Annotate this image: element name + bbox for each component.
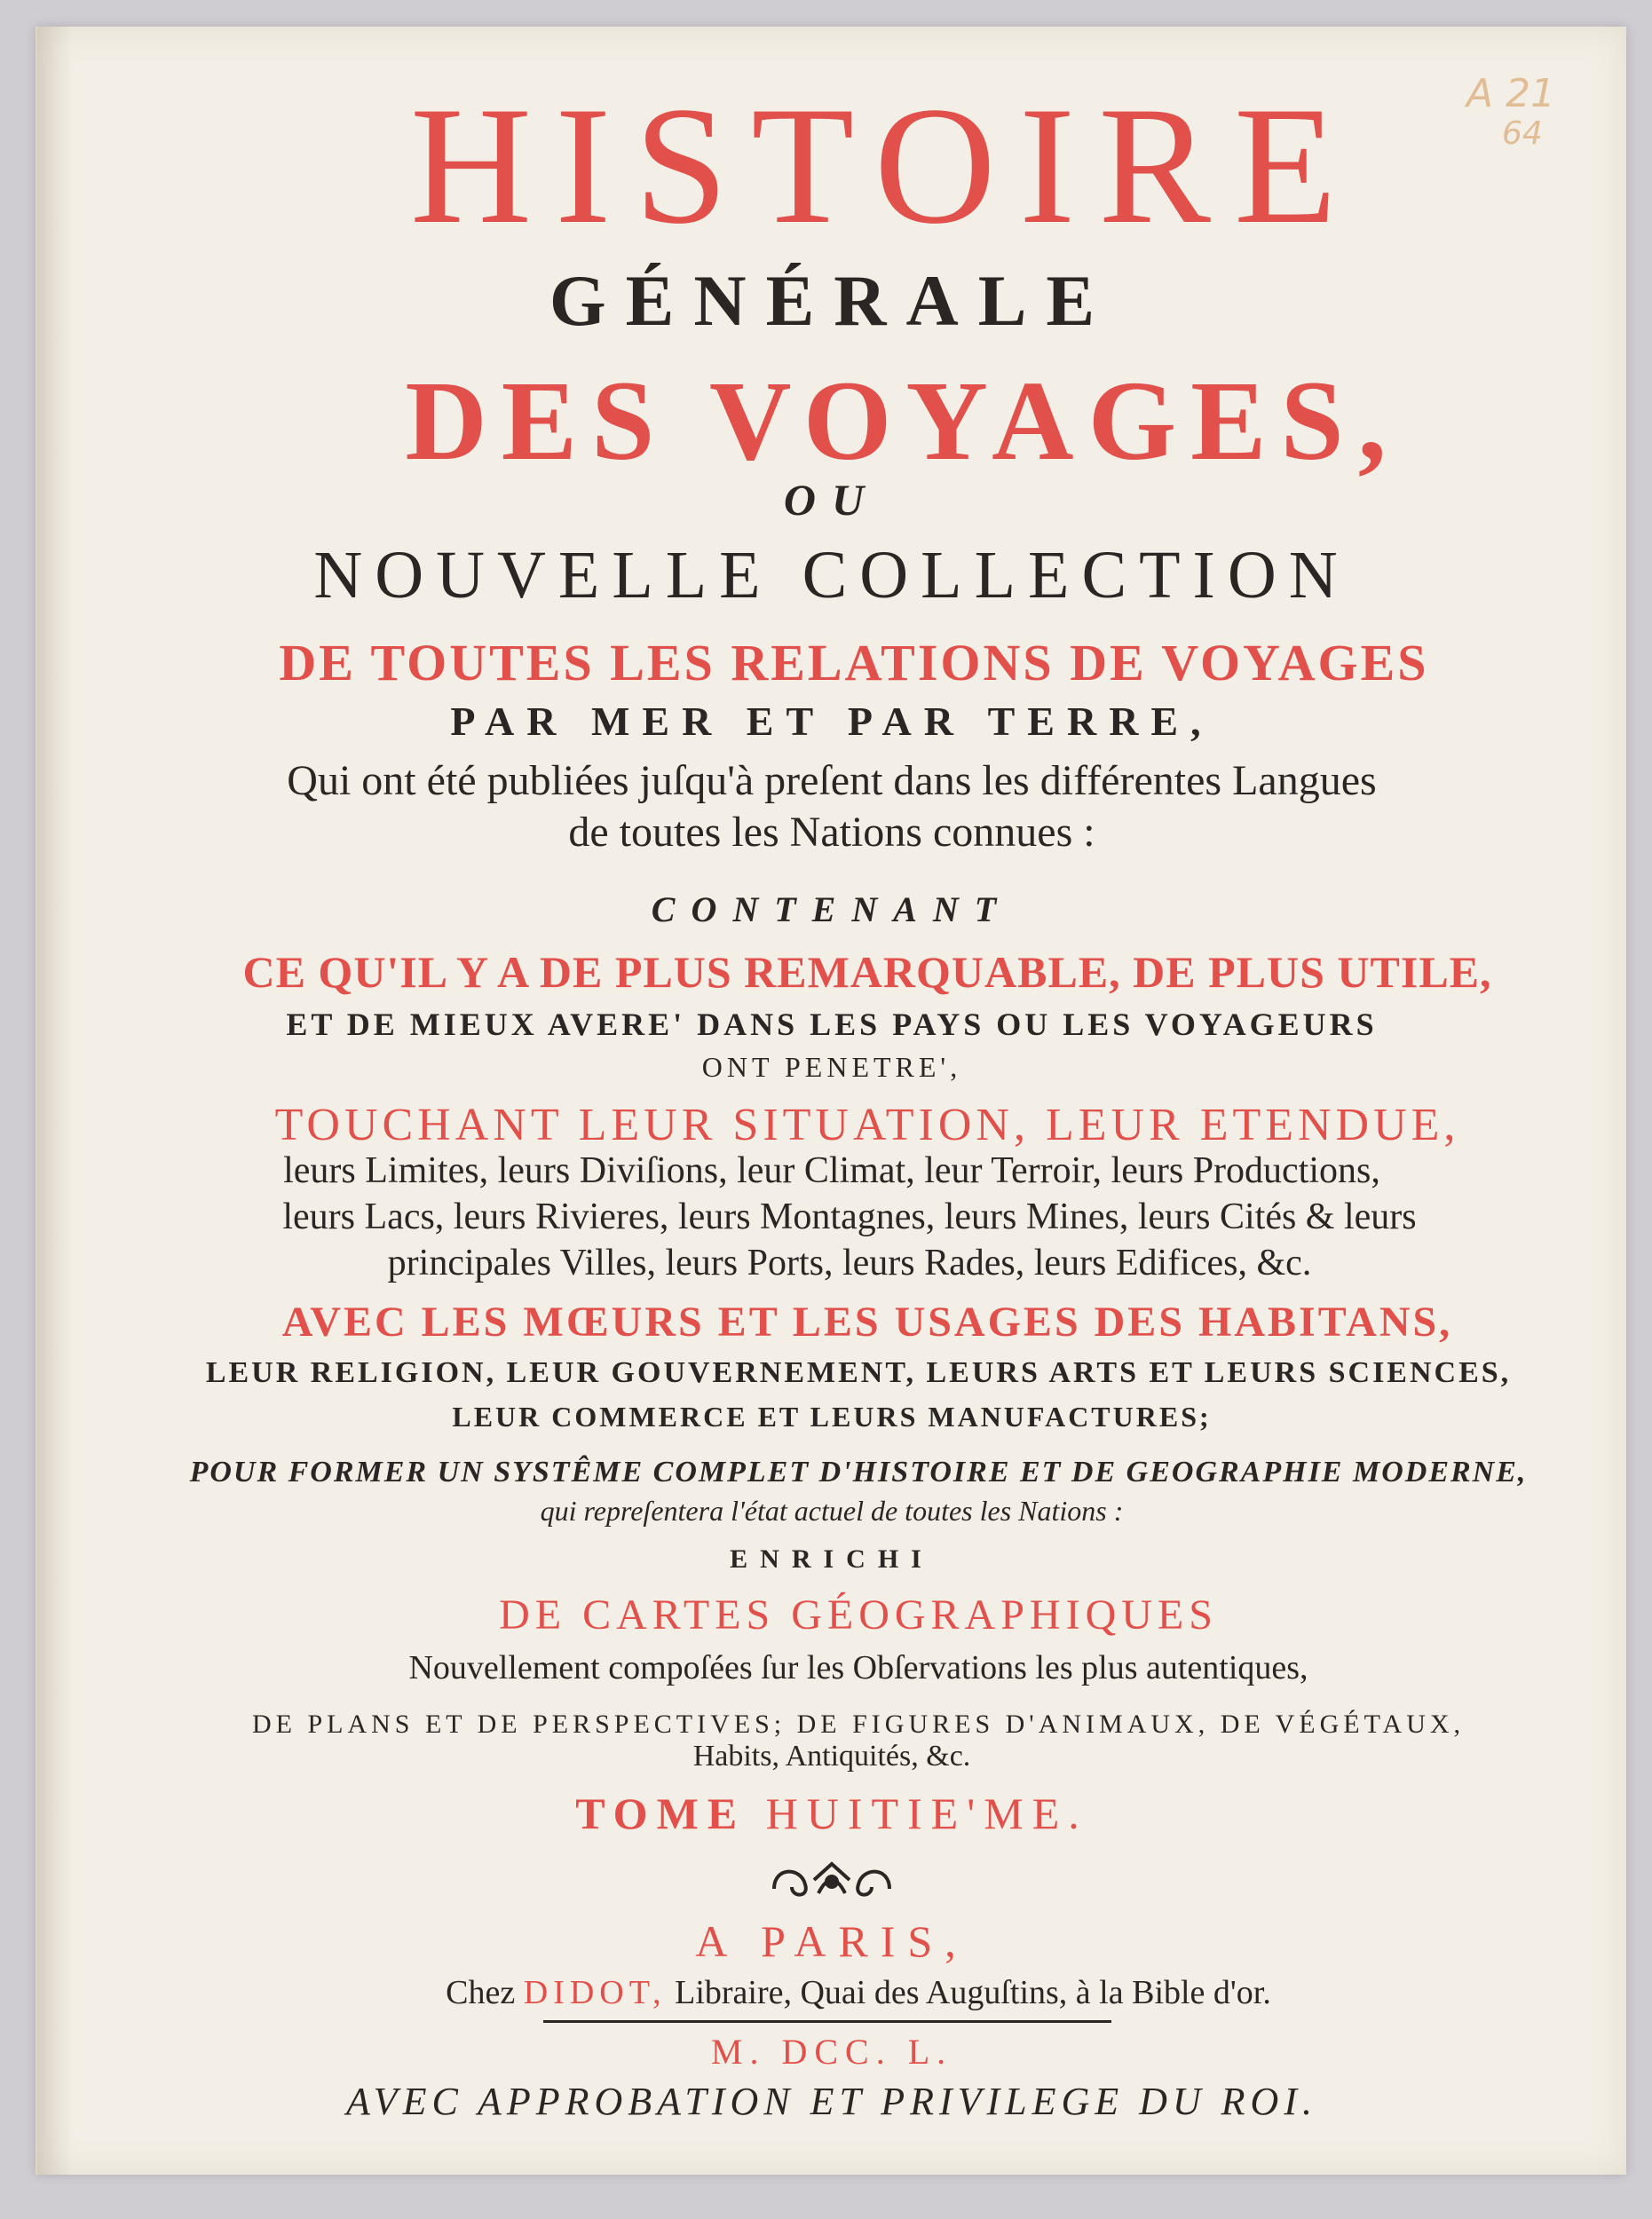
title-ou: OU [783, 475, 881, 525]
text-mieux-avere: ET DE MIEUX AVERE' DANS LES PAYS OU LES VOYAGEURS [286, 1007, 1378, 1042]
imprint-chez [37, 1976, 1652, 2010]
text-penetre: ONT PENETRE', [701, 1051, 962, 1083]
binding-shadow [37, 27, 73, 2175]
imprint-rule [543, 2020, 1111, 2023]
imprint-paris: A PARIS, [695, 1916, 968, 1966]
shelfmark-bottom: 64 [1502, 115, 1543, 152]
imprint-publisher-name: DIDOT, [523, 1974, 667, 2011]
subtitle-par-mer: PAR MER ET PAR TERRE, [450, 699, 1213, 744]
title-page [36, 27, 1626, 2175]
text-commerce: LEUR COMMERCE ET LEURS MANUFACTURES; [452, 1401, 1212, 1433]
text-nations: de toutes les Nations connues : [568, 809, 1095, 856]
text-remarquable: CE QU'IL Y A DE PLUS REMARQUABLE, DE PLUS UTILE, [242, 947, 1492, 997]
fleuron-ornament-icon [765, 1853, 898, 1907]
text-tome [37, 1791, 1626, 1836]
text-publiees: Qui ont été publiées juſqu'à preſent dans les différentes Langues [287, 757, 1377, 804]
text-touchant: TOUCHANT LEUR SITUATION, LEUR ETENDUE, [274, 1100, 1460, 1150]
tome-number: HUITIE'ME. [765, 1789, 1088, 1838]
title-nouvelle-collection: NOUVELLE COLLECTION [313, 538, 1350, 612]
text-cartes: DE CARTES GÉOGRAPHIQUES [499, 1591, 1218, 1639]
heading-contenant: CONTENANT [651, 889, 1013, 929]
text-lacs: leurs Lacs, leurs Rivieres, leurs Montagnes, leurs Mines, leurs Cités & leurs [282, 1196, 1417, 1237]
text-represente: qui repreſentera l'état actuel de toutes les Nations : [540, 1495, 1124, 1527]
heading-enrichi: ENRICHI [730, 1544, 934, 1574]
subtitle-relations: DE TOUTES LES RELATIONS DE VOYAGES [279, 634, 1429, 691]
text-nouvellement: Nouvellement compoſées ſur les Obſervations les plus autentiques, [408, 1649, 1308, 1686]
imprint-chez-pre: Chez [446, 1974, 524, 2011]
title-generale: GÉNÉRALE [549, 260, 1115, 341]
text-moeurs: AVEC LES MŒURS ET LES USAGES DES HABITANS, [281, 1299, 1453, 1346]
imprint-date: M. DCC. L. [710, 2032, 953, 2072]
text-systeme: POUR FORMER UN SYSTÊME COMPLET D'HISTOIRE ET DE GEOGRAPHIE MODERNE, [189, 1456, 1528, 1489]
shelfmark-top: A 21 [1466, 71, 1556, 116]
imprint-approbation: AVEC APPROBATION ET PRIVILEGE DU ROI. [346, 2080, 1317, 2123]
imprint-chez-post: Libraire, Quai des Auguſtins, à la Bible d'or. [666, 1974, 1271, 2011]
title-des-voyages: DES VOYAGES, [405, 358, 1401, 484]
tome-label: TOME [575, 1789, 766, 1838]
text-habits: Habits, Antiquités, &c. [692, 1740, 971, 1773]
text-plans: DE PLANS ET DE PERSPECTIVES; DE FIGURES D'ANIMAUX, DE VÉGÉTAUX, [251, 1710, 1466, 1739]
text-religion: LEUR RELIGION, LEUR GOUVERNEMENT, LEURS ARTS ET LEURS SCIENCES, [205, 1356, 1512, 1389]
text-limites: leurs Limites, leurs Diviſions, leur Climat, leur Terroir, leurs Productions, [283, 1150, 1380, 1191]
title-histoire: HISTOIRE [409, 73, 1361, 259]
text-villes: principales Villes, leurs Ports, leurs Rades, leurs Edifices, &c. [387, 1243, 1312, 1283]
